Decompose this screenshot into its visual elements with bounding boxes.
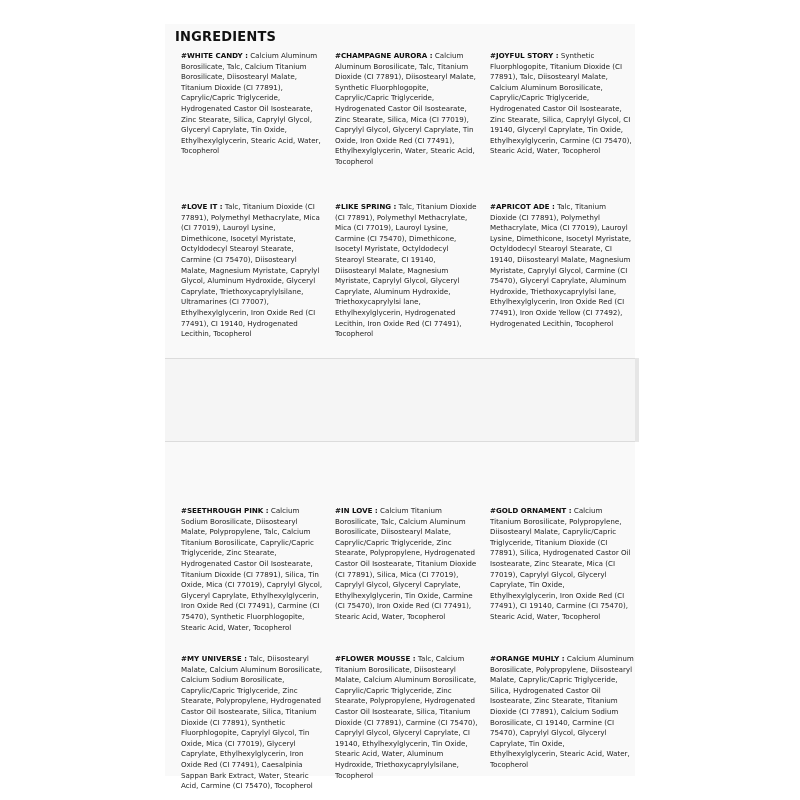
shade-ingredients: Talc, Diisostearyl Malate, Calcium Aluminum Borosilicate, Calcium Sodium Borosilicate, Caprylic/Capric Triglyceride, Zinc Stearate, Polypropylene, Hydrogenated Castor Oil Isostearate, Silica, Titanium Dioxide (CI 77891), Synthetic Fluorphlogopite, Caprylyl Glycol, Tin Oxide, Mica (CI 77019), Glyceryl Caprylate, Ethylhexylglycerin, Iron Oxide Red (CI 77491), Caesalpinia Sappan Bark Extract, Water, Stearic Acid, Carmine (CI 75470), Tocopherol [181, 654, 323, 791]
shade-ingredients: Calcium Titanium Borosilicate, Polypropylene, Diisostearyl Malate, Caprylic/Capric Triglyceride, Titanium Dioxide (CI 77891), Silica, Hydrogenated Castor Oil Isostearate, Zinc Stearate, Mica (CI 77019), Caprylyl Glycol, Glyceryl Caprylate, Tin Oxide, Ethylhexylglycerin, Iron Oxide Red (CI 77491), CI 19140, Carmine (CI 75470), Stearic Acid, Water, Tocopherol [490, 506, 631, 621]
shade-name: #GOLD ORNAMENT : [490, 506, 572, 515]
shade-like-spring [335, 202, 479, 340]
shade-name: #IN LOVE : [335, 506, 378, 515]
shade-name: #SEETHROUGH PINK : [181, 506, 269, 515]
shade-name: #ORANGE MUHLY : [490, 654, 565, 663]
shade-my-universe [181, 654, 325, 792]
shade-in-love [335, 506, 479, 623]
shade-flower-mousse [335, 654, 479, 781]
shade-name: #MY UNIVERSE : [181, 654, 248, 663]
fold-flap [635, 358, 639, 442]
shade-name: #WHITE CANDY : [181, 51, 248, 60]
shade-ingredients: Talc, Titanium Dioxide (CI 77891), Polymethyl Methacrylate, Mica (CI 77019), Lauroyl Lysine, Carmine (CI 75470), Dimethicone, Isocetyl Myristate, Octyldodecyl Stearoyl Stearate, CI 19140, Diisostearyl Malate, Magnesium Myristate, Caprylyl Glycol, Glyceryl Caprylate, Aluminum Hydroxide, Triethoxycaprylylsi lane, Ethylhexylglycerin, Hydrogenated Lecithin, Iron Oxide Red (CI 77491), Tocopherol [335, 202, 477, 339]
shade-orange-muhly [490, 654, 634, 771]
shade-seethrough-pink [181, 506, 325, 633]
shade-apricot-ade [490, 202, 634, 329]
shade-name: #LOVE IT : [181, 202, 223, 211]
top-panel [165, 24, 635, 358]
shade-name: #JOYFUL STORY : [490, 51, 559, 60]
ingredients-heading: INGREDIENTS [175, 30, 277, 45]
shade-name: #FLOWER MOUSSE : [335, 654, 416, 663]
shade-love-it [181, 202, 325, 340]
bottom-panel [165, 442, 635, 791]
shade-ingredients: Talc, Titanium Dioxide (CI 77891), Polymethyl Methacrylate, Mica (CI 77019), Lauroyl Lysine, Dimethicone, Isocetyl Myristate, Octyldodecyl Stearoyl Stearate, CI 19140, Diisostearyl Malate, Magnesium Myristate, Caprylyl Glycol, Carmine (CI 75470), Glyceryl Caprylate, Aluminum Hydroxide, Triethoxycaprylylsi lane, Ethylhexylglycerin, Iron Oxide Red (CI 77491), Iron Oxide Yellow (CI 77492), Hydrogenated Lecithin, Tocopherol [490, 202, 632, 328]
shade-name: #CHAMPAGNE AURORA : [335, 51, 433, 60]
shade-ingredients: Synthetic Fluorphlogopite, Titanium Dioxide (CI 77891), Talc, Diisostearyl Malate, Calcium Aluminum Borosilicate, Caprylic/Capric Triglyceride, Hydrogenated Castor Oil Isostearate, Zinc Stearate, Silica, Caprylyl Glycol, CI 19140, Glyceryl Caprylate, Tin Oxide, Ethylhexylglycerin, Carmine (CI 75470), Stearic Acid, Water, Tocopherol [490, 51, 632, 156]
shade-ingredients: Talc, Calcium Titanium Borosilicate, Diisostearyl Malate, Calcium Aluminum Borosilicate, Caprylic/Capric Triglyceride, Zinc Stearate, Polypropylene, Hydrogenated Castor Oil Isostearate, Silica, Titanium Dioxide (CI 77891), Carmine (CI 75470), Caprylyl Glycol, Glyceryl Caprylate, CI 19140, Ethylhexylglycerin, Tin Oxide, Stearic Acid, Water, Aluminum Hydroxide, Triethoxycaprylylsilane, Tocopherol [335, 654, 478, 780]
shade-ingredients: Calcium Titanium Borosilicate, Talc, Calcium Aluminum Borosilicate, Diisostearyl Malate, Caprylic/Capric Triglyceride, Zinc Stearate, Polypropylene, Hydrogenated Castor Oil Isostearate, Titanium Dioxide (CI 77891), Silica, Mica (CI 77019), Caprylyl Glycol, Glyceryl Caprylate, Ethylhexylglycerin, Tin Oxide, Carmine (CI 75470), Iron Oxide Red (CI 77491), Stearic Acid, Water, Tocopherol [335, 506, 477, 621]
shade-white-candy [181, 51, 325, 157]
shade-champagne-aurora [335, 51, 479, 168]
shade-name: #APRICOT ADE : [490, 202, 555, 211]
fold-panel [165, 358, 635, 442]
shade-ingredients: Calcium Aluminum Borosilicate, Polypropylene, Diisostearyl Malate, Caprylic/Capric Triglyceride, Silica, Hydrogenated Castor Oil Isostearate, Zinc Stearate, Titanium Dioxide (CI 77891), Calcium Sodium Borosilicate, CI 19140, Carmine (CI 75470), Caprylyl Glycol, Glyceryl Caprylate, Tin Oxide, Ethylhexylglycerin, Stearic Acid, Water, Tocopherol [490, 654, 634, 769]
shade-gold-ornament [490, 506, 634, 623]
shade-name: #LIKE SPRING : [335, 202, 397, 211]
shade-ingredients: Calcium Aluminum Borosilicate, Talc, Titanium Dioxide (CI 77891), Diisostearyl Malate, Synthetic Fluorphlogopite, Caprylic/Capric Triglyceride, Hydrogenated Castor Oil Isostearate, Zinc Stearate, Silica, Mica (CI 77019), Caprylyl Glycol, Glyceryl Caprylate, Tin Oxide, Iron Oxide Red (CI 77491), Ethylhexylglycerin, Water, Stearic Acid, Tocopherol [335, 51, 476, 166]
shade-joyful-story [490, 51, 634, 157]
ingredients-sheet [165, 24, 635, 791]
shade-ingredients: Calcium Aluminum Borosilicate, Talc, Calcium Titanium Borosilicate, Diisostearyl Malate, Titanium Dioxide (CI 77891), Caprylic/Capric Triglyceride, Hydrogenated Castor Oil Isostearate, Zinc Stearate, Silica, Caprylyl Glycol, Glyceryl Caprylate, Tin Oxide, Ethylhexylglycerin, Stearic Acid, Water, Tocopherol [181, 51, 321, 156]
shade-ingredients: Talc, Titanium Dioxide (CI 77891), Polymethyl Methacrylate, Mica (CI 77019), Lauroyl Lysine, Dimethicone, Isocetyl Myristate, Octyldodecyl Stearoyl Stearate, Carmine (CI 75470), Diisostearyl Malate, Magnesium Myristate, Caprylyl Glycol, Aluminum Hydroxide, Glyceryl Caprylate, Triethoxycaprylylsilane, Ultramarines (CI 77007), Ethylhexylglycerin, Iron Oxide Red (CI 77491), CI 19140, Hydrogenated Lecithin, Tocopherol [181, 202, 320, 339]
shade-ingredients: Calcium Sodium Borosilicate, Diisostearyl Malate, Polypropylene, Talc, Calcium Titanium Borosilicate, Caprylic/Capric Triglyceride, Zinc Stearate, Hydrogenated Castor Oil Isostearate, Titanium Dioxide (CI 77891), Silica, Tin Oxide, Mica (CI 77019), Caprylyl Glycol, Glyceryl Caprylate, Ethylhexylglycerin, Iron Oxide Red (CI 77491), Carmine (CI 75470), Synthetic Fluorphlogopite, Stearic Acid, Water, Tocopherol [181, 506, 323, 632]
